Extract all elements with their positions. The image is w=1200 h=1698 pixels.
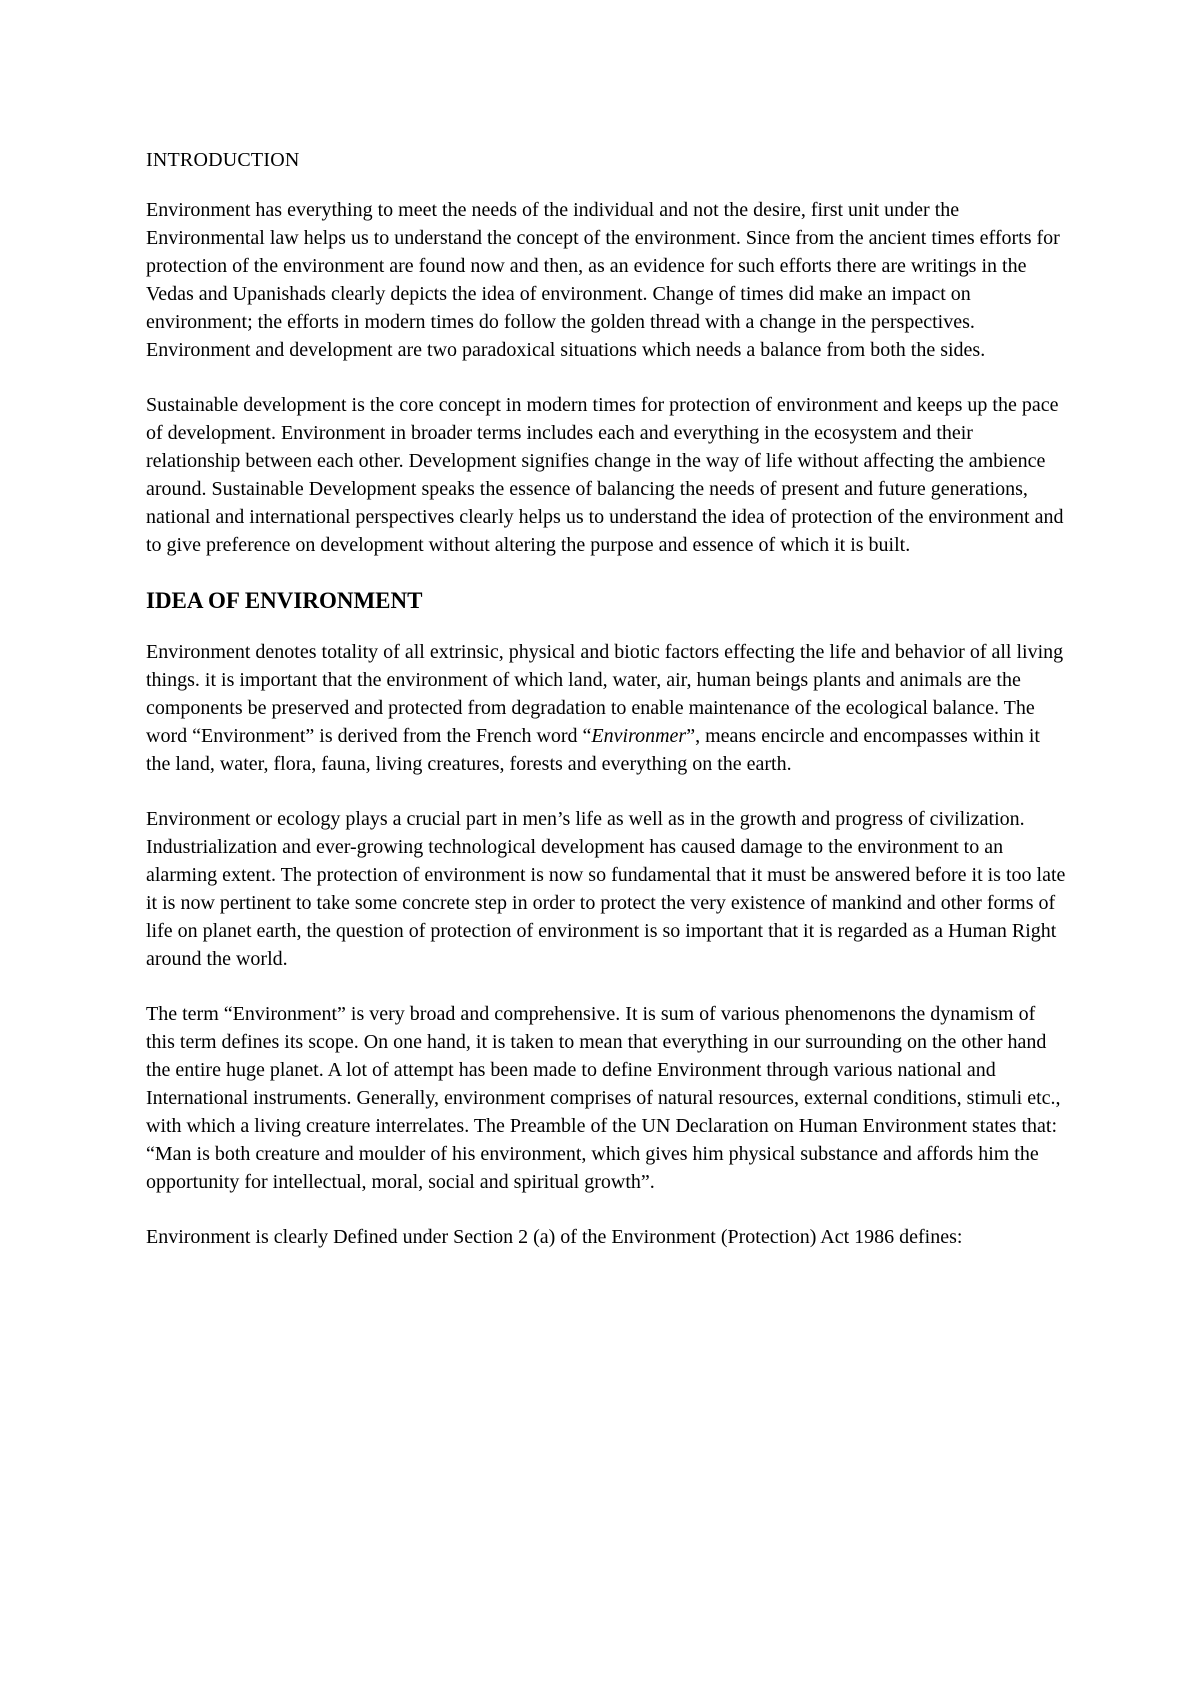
introduction-paragraph-1: Environment has everything to meet the needs of the individual and not the desire, first unit under the Environmental law helps us to understand the concept of the environment. Since from the ancient times efforts for protection of the environment are found now and then, as an evidence for such efforts there are writings in the Vedas and Upanishads clearly depicts the idea of environment. Change of times did make an impact on environment; the efforts in modern times do follow the golden thread with a change in the perspectives. Environment and development are two paradoxical situations which needs a balance from both the sides. <box>146 199 1060 361</box>
introduction-title: INTRODUCTION <box>146 149 300 171</box>
introduction-paragraph-2: Sustainable development is the core concept in modern times for protection of environment and keeps up the pace of development. Environment in broader terms includes each and everything in the ecosystem and their relationship between each other. Development signifies change in the way of life without affecting the ambience around. Sustainable Development speaks the essence of balancing the needs of present and future generations, national and international perspectives clearly helps us to understand the idea of protection of the environment and to give preference on development without altering the purpose and essence of which it is built. <box>146 394 1064 556</box>
idea-paragraph-1-text-end: ”, means encircle and encompasses within it the land, water, flora, fauna, living creatures, forests and everything on the earth. <box>146 725 1040 775</box>
idea-paragraph-1 <box>146 638 1066 778</box>
idea-of-environment-heading: IDEA OF ENVIRONMENT <box>146 588 423 613</box>
document-body <box>146 146 1066 1278</box>
idea-paragraph-1-text-start: Environment denotes totality of all extrinsic, physical and biotic factors effecting the life and behavior of all living things. it is important that the environment of which land, water, air, human beings plants and animals are the components be preserved and protected from degradation to enable maintenance of the ecological balance. The word “Environment” is derived from the French word “ <box>146 641 1064 747</box>
idea-paragraph-4: Environment is clearly Defined under Section 2 (a) of the Environment (Protection) Act 1986 defines: <box>146 1226 963 1248</box>
french-word-italic: Environmer <box>591 725 687 747</box>
idea-paragraph-2: Environment or ecology plays a crucial part in men’s life as well as in the growth and progress of civilization. Industrialization and ever-growing technological development has caused damage to the environment to an alarming extent. The protection of environment is now so fundamental that it must be answered before it is too late it is now pertinent to take some concrete step in order to protect the very existence of mankind and other forms of life on planet earth, the question of protection of environment is so important that it is regarded as a Human Right around the world. <box>146 808 1066 970</box>
idea-paragraph-3: The term “Environment” is very broad and comprehensive. It is sum of various phenomenons the dynamism of this term defines its scope. On one hand, it is taken to mean that everything in our surrounding on the other hand the entire huge planet. A lot of attempt has been made to define Environment through various national and International instruments. Generally, environment comprises of natural resources, external conditions, stimuli etc., with which a living creature interrelates. The Preamble of the UN Declaration on Human Environment states that: “Man is both creature and moulder of his environment, which gives him physical substance and affords him the opportunity for intellectual, moral, social and spiritual growth”. <box>146 1003 1061 1193</box>
